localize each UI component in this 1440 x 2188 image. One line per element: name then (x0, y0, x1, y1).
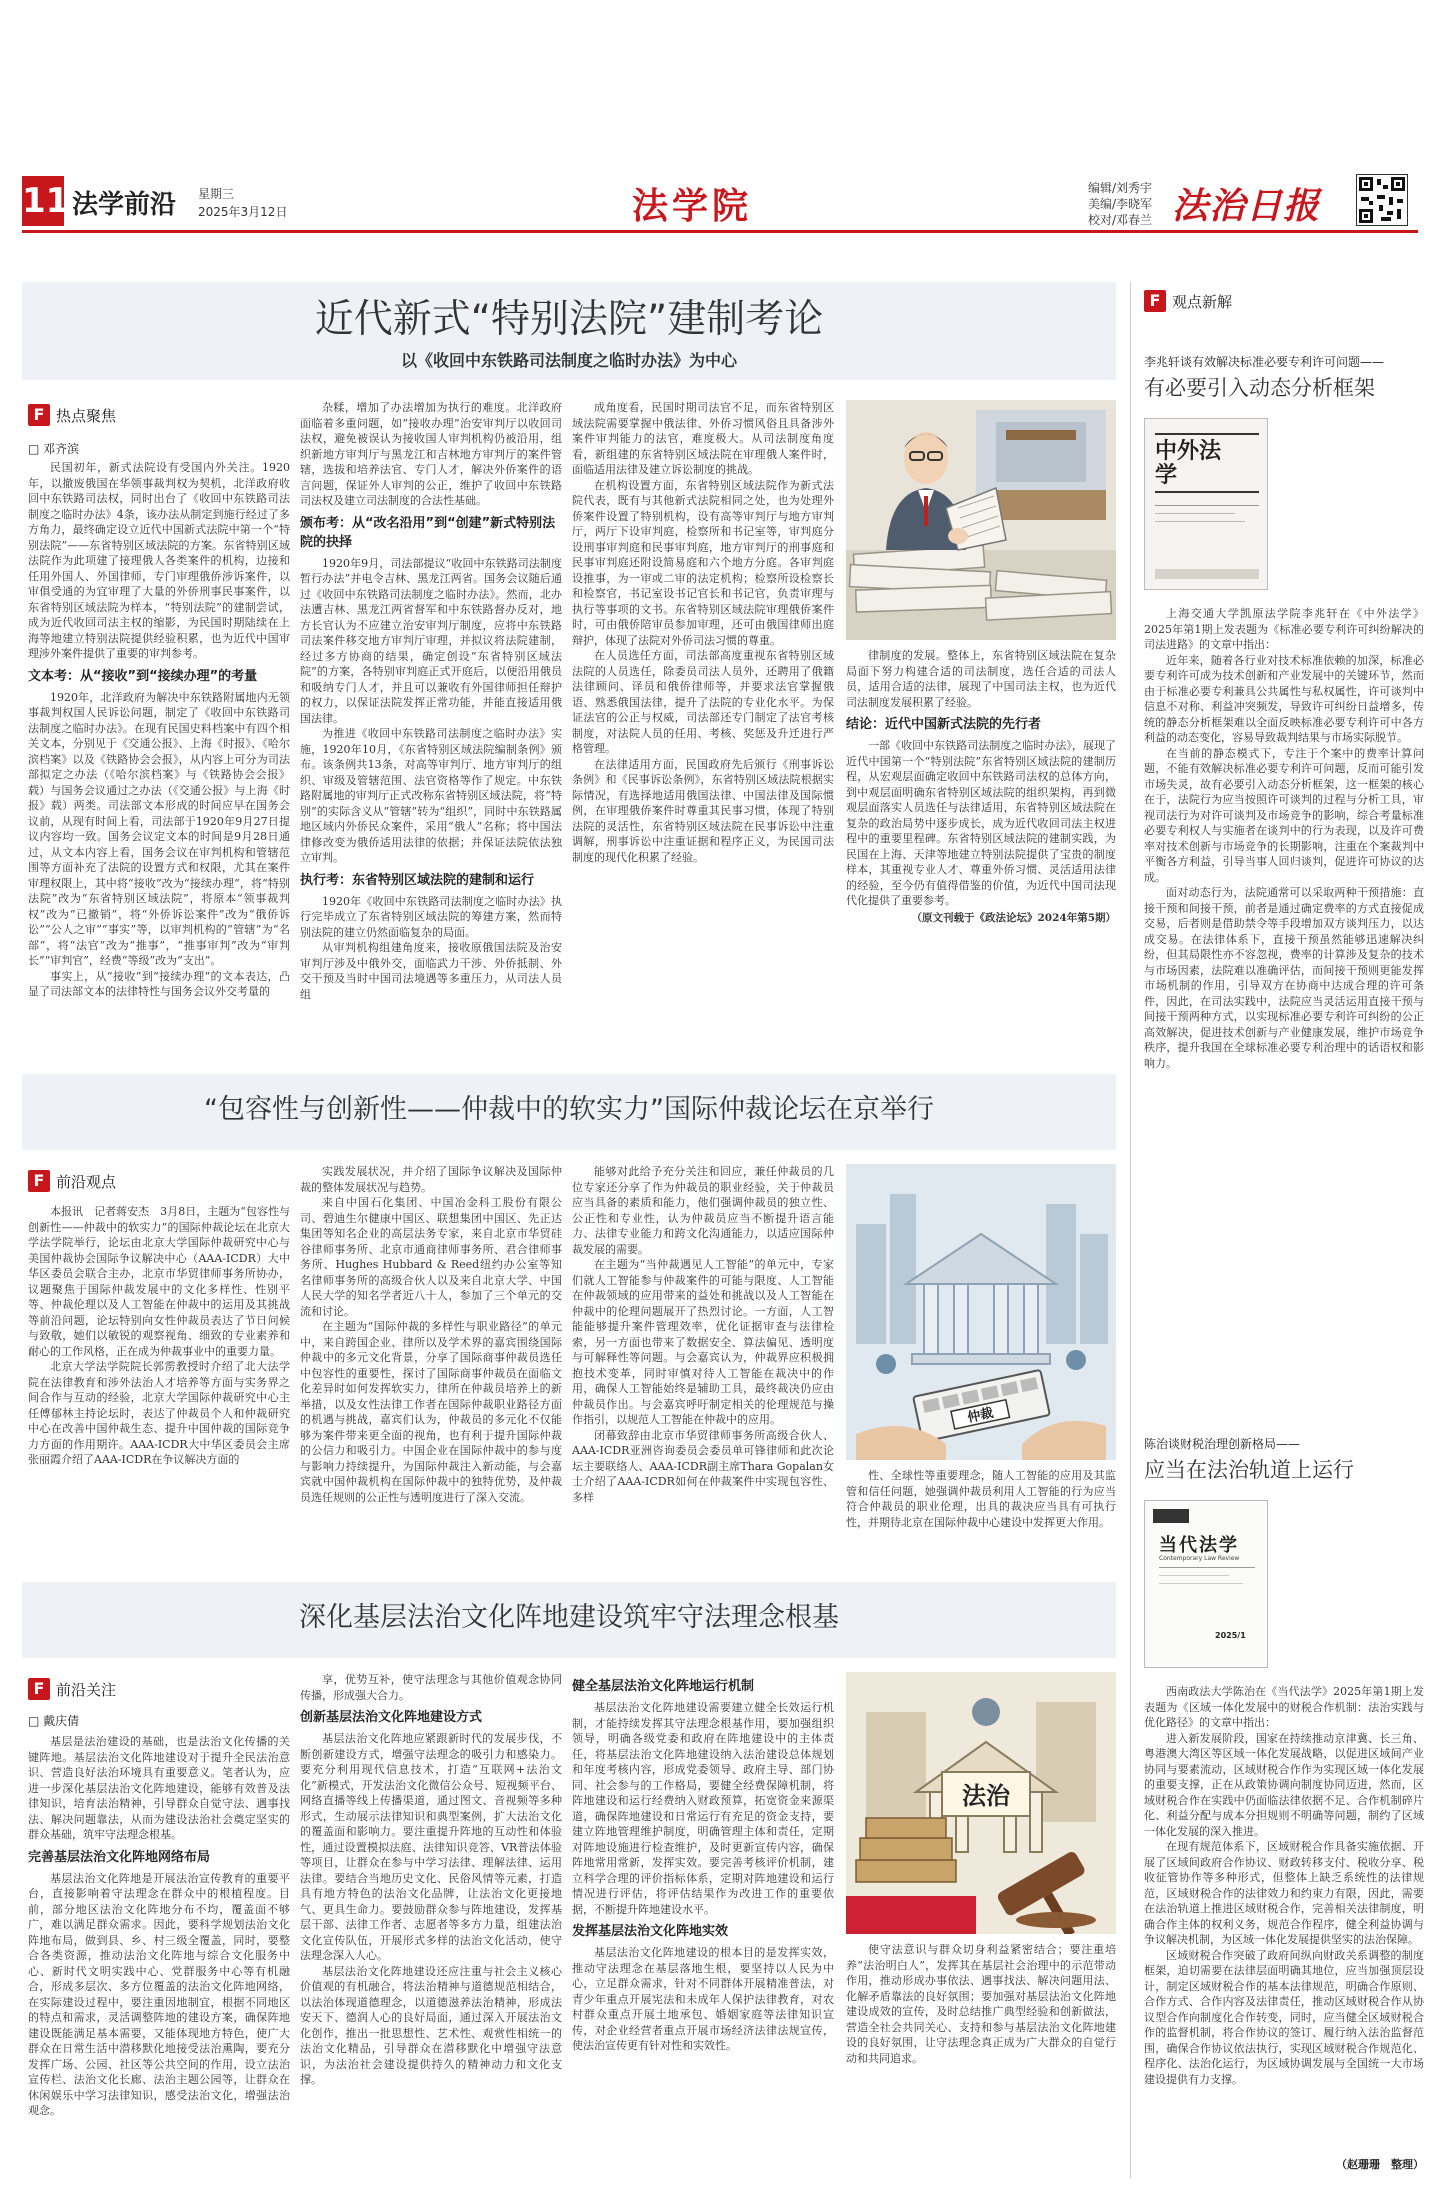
editor-credits (1088, 180, 1178, 228)
article3-col3 (572, 1672, 834, 2178)
article2-column-badge (28, 1170, 116, 1192)
sidebar-signoff: （赵珊珊 整理） (1336, 2158, 1424, 2171)
article1-col1 (28, 460, 290, 1060)
column-f-icon: F (28, 1170, 50, 1192)
column-label: 热点聚焦 (56, 406, 117, 425)
paragraph: 本报讯 记者蒋安杰 3月8日，主题为“包容性与创新性——仲裁中的软实力”的国际仲裁论坛在北京大学法学院举行，论坛由北京大学国际仲裁研究中心与美国仲裁协会国际争议解决中心（AAA-ICDR）大中华区委员会联合主办，北京市华贸律师事务所协办，议题聚焦于国际仲裁发展中的文化多样性、性别平等、仲裁伦理以及人工智能在仲裁中的运用及其挑战等前沿问题，论坛特别向女性仲裁员表达了节日问候与致敬，她们以敏锐的观察视角、细致的专业素养和耐心的工作风格，正在成为仲裁事业中的重要力量。 (28, 1205, 290, 1358)
sidebar-item1-kicker: 李兆轩谈有效解决标准必要专利许可问题—— (1144, 355, 1385, 369)
paragraph: 成角度看，民国时期司法官不足，而东省特别区域法院需要掌握中俄法律、外侨习惯风俗且具备涉外案件审判能力的法官，难度极大。从司法制度角度看，新组建的东省特别区域法院在审理俄人案件时，面临适用法律及建立诉讼制度的挑战。 (572, 401, 834, 476)
paragraph: 在现有规范体系下，区域财税合作具备实施依据、开展了区域间政府合作协议、财政转移支付、税收分享、税收征管协作等多种形式，但整体上缺乏系统性的法律规范，区域财税合作的法律效力和约束力有限，因此，需要在法治轨道上推进区域财税合作，完善相关法律制度，明确合作主体的权利义务，规范合作程序，健全利益协调与争议解决机制，为区域一体化发展提供坚实的法治保障。 (1144, 1840, 1424, 1946)
article3-col4 (846, 1942, 1116, 2178)
paragraph: 基层法治文化阵地是开展法治宣传教育的重要平台，直接影响着守法理念在群众中的根植程度。目前，部分地区法治文化阵地分布不均，覆盖面不够广，难以满足群众需求。因此，要科学规划法治文化阵地布局，做到县、乡、村三级全覆盖，同时，要整合各类资源，推动法治文化阵地与综合文化服务中心、新时代文明实践中心、党群服务中心等有机融合，形成多层次、多方位覆盖的法治文化阵地网络，在实际建设过程中，要注重因地制宜，根据不同地区的特点和需求，灵活调整阵地的建设方案，确保阵地建设既能满足基本需要，又能体现地方特色，使广大群众在日常生活中潜移默化地接受法治熏陶，要充分发挥广场、公园、社区等公共空间的作用，设立法治宣传栏、法治文化长廊、法治主题公园等，让群众在休闲娱乐中学习法律知识，感受法治文化，增强法治观念。 (28, 1871, 290, 2117)
paragraph: 进入新发展阶段，国家在持续推动京津冀、长三角、粤港澳大湾区等区域一体化发展战略，以促进区域间产业协同与要素流动，区域财税合作作为实现区域一体化发展的重要支撑，正在从政策协调向制度协同迈进，然而，区域财税合作在实践中仍面临法律依据不足、合作机制碎片化、利益分配与成本分担规则不明确等问题，制约了区域一体化发展的深入推进。 (1144, 1731, 1424, 1838)
paragraph: 在主题为“国际仲裁的多样性与职业路径”的单元中，来自跨国企业、律所以及学术界的嘉宾围绕国际仲裁中的多元文化背景，分享了国际商事仲裁员选任中包容性的重要性，探讨了国际商事仲裁员在面临文化差异时如何发挥软实力，律所在仲裁员培养上的新举措，以及女性法律工作者在国际仲裁职业路径方面的机遇与挑战，嘉宾们认为，仲裁员的多元化不仅能够为案件带来更全面的视角，也有利于提升国际仲裁的公信力和吸引力。中国企业在国际仲裁中的参与度与影响力持续提升，为国际仲裁注入新动能，与会嘉宾就中国仲裁机构在国际仲裁中的独特优势，及仲裁员选任规则的公正性与透明度进行了深入交流。 (300, 1320, 562, 1504)
man-reading-illustration (846, 400, 1116, 640)
paragraph: 实践发展状况，并介绍了国际争议解决及国际仲裁的整体发展状况与趋势。 (300, 1165, 562, 1194)
column-label: 前沿关注 (56, 1680, 117, 1699)
page-number: 11 (22, 176, 64, 226)
proofreader: 校对/邓春兰 (1088, 213, 1153, 227)
page-name: 法学院 (632, 186, 753, 227)
article1-col2 (300, 400, 562, 1060)
designer: 美编/李晓军 (1088, 197, 1153, 211)
paragraph: 1920年，北洋政府为解决中东铁路附属地内无领事裁判权国人民诉讼问题，制定了《收回中东铁路司法制度之临时办法》。在现有民国史料档案中有四个相关文本，分别见于《交通公报》、上海《时报》、《哈尔滨档案》以及《铁路协会会报》，从内容上可分为司法部拟定之办法（《哈尔滨档案》与《铁路协会会报》载）与国务会议通过之办法（《交通公报》与上海《时报》载）两类。司法部文本形成的时间应早在国务会议前，从现有时间上看，司法部于1920年9月27日提议内容均一致。国务会议定文本的时间是9月28日通过，从文本内容上看，国务会议在审判机构和管辖范围等方面补充了法院的设置方式和权限，尤其在案件审理权限上，其中将“接收”改为“接续办理”，将“特别法院”改为“东省特别区域法院”，将原本“领事裁判权”改为“已撤销”，将“外侨诉讼案件”改为“俄侨诉讼”“公人之审”“事实”等，以审判机构的“管辖”为“名部”，将“法官”改为“推事”，“推事审判”改为“审判长”“审判官”，经费“等级”改为“支出”。 (28, 690, 290, 967)
paragraph: 西南政法大学陈治在《当代法学》2025年第1期上发表题为《区域一体化发展中的财税合作机制：法治实践与优化路径》的文章中指出： (1144, 1685, 1424, 1729)
article2-col1 (28, 1204, 290, 1568)
article3-author: □ 戴庆倩 (28, 1714, 80, 1728)
sidebar-item2-title: 应当在法治轨道上运行 (1144, 1458, 1354, 1482)
paragraph: 基层法治文化阵地建设还应注重与社会主义核心价值观的有机融合，将法治精神与道德规范相结合，以法治体现道德理念，以道德滋养法治精神，形成法安天下、德润人心的良好局面，通过深入开展法治文化创作，推出一批思想性、艺术性、观赏性相统一的法治文化精品，引导群众在潜移默化中增强守法意识，为法治社会建设提供持久的精神动力和文化支撑。 (300, 1964, 562, 2086)
paragraph: 享，优势互补，使守法理念与其他价值观念协同传播，形成强大合力。 (300, 1673, 562, 1702)
arbitration-illustration (846, 1164, 1116, 1460)
paragraph: 杂糅，增加了办法增加为执行的难度。北洋政府面临着多重问题，如“接收办理”治安审判厅以收回司法权，避免被误认为接收国人审判机构仍被沿用，组织新地方审判厅与黑龙江和吉林地方审判厅的案件管辖，选拔和培养法官、专门人才，解决外侨案件的语言问题，保证外人审判的公正，维护了收回中东铁路司法权及建立司法制度的合法性基础。 (300, 401, 562, 507)
editor: 编辑/刘秀宇 (1088, 181, 1153, 195)
column-f-icon: F (28, 1678, 50, 1700)
paragraph: 在主题为“当仲裁遇见人工智能”的单元中，专家们就人工智能参与仲裁案件的可能与限度、人工智能在仲裁领域的应用带来的益处和挑战以及人工智能在仲裁中的伦理问题展开了热烈讨论。一方面，人工智能能够提升案件管理效率，优化证据审查与法律检索，另一方面也带来了数据安全、算法偏见、透明度与可解释性等问题。与会嘉宾认为，仲裁界应积极拥抱技术变革，同时审慎对待人工智能在裁决中的作用，确保人工智能始终是辅助工具，最终裁决仍应由仲裁员作出。与会嘉宾呼吁制定相关的伦理规范与操作指引，以规范人工智能在仲裁中的应用。 (572, 1258, 834, 1426)
rule-of-law-illustration (846, 1672, 1116, 1934)
paragraph: 1920年9月，司法部提议“收回中东铁路司法制度暂行办法”并电令吉林、黑龙江两省。国务会议随后通过《收回中东铁路司法制度之临时办法》。然而，北办法遭吉林、黑龙江两省督军和中东铁路督办反对，地方长官认为不应建立治安审判厅制度，应将中东铁路司法案件移交地方审判厅审理，并拟议将法院建制，经过多方协商的结果，确定创设“东省特别区域法院”的方案，各特别审判庭正式开庭后，以便沿用俄员和吸纳专门人才，并且可以兼收有外国律师担任辩护的权力，以保证法院发挥正常功能，并能直接适用俄国法律。 (300, 556, 562, 725)
column-label: 观点新解 (1172, 292, 1233, 311)
journal-cover-2-en: Contemporary Law Review (1159, 1555, 1240, 1562)
paragraph: 基层法治文化阵地建设需要建立健全长效运行机制，才能持续发挥其守法理念根基作用，要加强组织领导，明确各级党委和政府在阵地建设中的主体责任，将基层法治文化阵地建设纳入法治建设总体规划和年度考核内容，形成党委领导、政府主导、部门协同、社会参与的工作格局，要健全经费保障机制，将阵地建设和运行经费纳入财政预算，拓宽资金来源渠道，确保阵地建设和日常运行有充足的资金支持，要建立阵地管理维护制度，明确管理主体和责任，定期对阵地设施进行检查维护，及时更新宣传内容，确保阵地常用常新，发挥实效。要完善考核评价机制，建立科学合理的评价指标体系，定期对阵地建设和运行情况进行评估，将评估结果作为改进工作的重要依据，不断提升阵地建设水平。 (572, 1701, 834, 1916)
subheading: 创新基层法治文化阵地建设方式 (300, 1710, 483, 1725)
paragraph: 在人员选任方面，司法部高度重视东省特别区域法院的人员选任，除委员司法人员外，还聘用了俄籍法律顾问、译员和俄侨律师等，并要求法官掌握俄语、熟悉俄国法律，提升了法院的专业化水平。为保证法官的公正与权威，司法部还专门制定了法官考核制度，对法院人员的任用、考核、奖惩及升迁进行严格管理。 (572, 649, 834, 755)
sidebar-item1-body (1144, 606, 1424, 1422)
subheading: 颁布考：从“改名沿用”到“创建”新式特别法院的抉择 (300, 515, 556, 550)
arbitration-key-label: 仲裁 (966, 1405, 995, 1426)
journal-cover-2-title: 当代法学 (1159, 1535, 1239, 1556)
column-label: 前沿观点 (56, 1172, 117, 1191)
journal-cover-1 (1144, 418, 1268, 590)
paragraph: 近年来，随着各行业对技术标准依赖的加深，标准必要专利许可成为技术创新和产业发展中的关键环节，然而由于标准必要专利兼具公共属性与私权属性，许可谈判中信息不对称、利益冲突频发，导致许可纠纷日益增多，传统的静态分析框架难以全面反映标准必要专利许可中各方利益的动态变化，容易导致裁判结果与市场实际脱节。 (1144, 653, 1424, 744)
article3-illustration (846, 1672, 1116, 1934)
article3-col2 (300, 1672, 562, 2178)
paragraph: 律制度的发展。整体上，东省特别区域法院在复杂局面下努力构建合适的司法制度，选任合适的司法人员，适用合适的法律，展现了中国司法主权，也为近代司法制度发展积累了经验。 (846, 649, 1116, 709)
paragraph: 基层是法治建设的基础，也是法治文化传播的关键阵地。基层法治文化阵地建设对于提升全民法治意识、营造良好法治环境具有重要意义。笔者认为，应进一步深化基层法治文化阵地建设，能够有效普及法律知识，培育法治精神，引导群众自觉守法、遇事找法、解决问题靠法，从而为建设法治社会奠定坚实的群众基础，筑牢守法理念根基。 (28, 1735, 290, 1841)
law-sign-label: 法治 (962, 1782, 1010, 1810)
article1-col3 (572, 400, 834, 1060)
article1-illustration (846, 400, 1116, 640)
column-f-icon: F (1144, 290, 1166, 312)
paragraph: 在法律适用方面，民国政府先后颁行《刑事诉讼条例》和《民事诉讼条例》，东省特别区域法院根据实际情况，有选择地适用俄国法律、中国法律及国际惯例，在审理俄侨案件时尊重其民事习惯，体现了特别法院的灵活性，东省特别区域法院在民事诉讼中注重调解，刑事诉讼中注重证据和程序正义，为民国司法制度的现代化积累了经验。 (572, 757, 834, 864)
paragraph: 使守法意识与群众切身利益紧密结合；要注重培养“法治明白人”，发挥其在基层社会治理中的示范带动作用，推动形成办事依法、遇事找法、解决问题用法、化解矛盾靠法的良好氛围；要加强对基层法治文化阵地建设成效的宣传，及时总结推广典型经验和创新做法，营造全社会共同关心、支持和参与基层法治文化阵地建设的良好氛围，让守法理念真正成为广大群众的自觉行动和共同追求。 (846, 1943, 1116, 2065)
qr-code-icon (1356, 174, 1408, 226)
header-rule (22, 230, 1418, 233)
paragraph: 在机构设置方面，东省特别区域法院作为新式法院代表，既有与其他新式法院相同之处，也为处理外侨案件设置了特别机构，设有高等审判厅与地方审判厅，两厅下设审判庭，检察所和书记室等，审判庭分设刑事审判庭和民事审判庭，地方审判厅的刑事庭和民事审判庭还附设简易庭和六个地方分庭。各审判庭设推事，为一审或二审的法定机构；检察所设检察长和检察官，书记室设书记官长和书记官，负责审理与执行等事项的文书。东省特别区域法院审理俄侨案件时，可由俄侨陪审员参加审理，还可由俄国律师出庭辩护，体现了法院对外侨司法习惯的尊重。 (572, 478, 834, 647)
article2-col4 (846, 1468, 1116, 1568)
article2-title: “包容性与创新性——仲裁中的软实力”国际仲裁论坛在京举行 (204, 1094, 934, 1125)
journal-cover-2-issue: 2025/1 (1215, 1631, 1246, 1640)
paragraph: 1920年《收回中东铁路司法制度之临时办法》执行完毕成立了东省特别区域法院的筹建方案，然而特别法院的建立仍然面临复杂的局面。 (300, 894, 562, 939)
paragraph: 上海交通大学凯原法学院李兆轩在《中外法学》2025年第1期上发表题为《标准必要专利许可纠纷解决的司法进路》的文章中指出： (1144, 607, 1424, 651)
paragraph: 基层法治文化阵地应紧跟新时代的发展步伐，不断创新建设方式，增强守法理念的吸引力和感染力。要充分利用现代信息技术，打造“互联网+法治文化”新模式，开发法治文化微信公众号、短视频平台、网络直播等线上传播渠道，通过图文、音视频等多种形式，生动展示法律知识和典型案例，扩大法治文化的覆盖面和影响力。要注重提升阵地的互动性和体验性，通过设置模拟法庭、法律知识竞答、VR普法体验等项目，让群众在参与中学习法律、理解法律、运用法律。要结合当地历史文化、民俗风情等元素，打造具有地方特色的法治文化品牌，让法治文化更接地气、更具生命力。要鼓励群众参与阵地建设，发挥基层干部、法律工作者、志愿者等多方力量，组建法治文化宣传队伍，开展形式多样的法治文化活动，使守法理念深入人心。 (300, 1732, 562, 1962)
issue-weekday: 星期三 (198, 187, 235, 201)
article1-title: 近代新式“特别法院”建制考论 (314, 297, 824, 342)
paragraph: 事实上，从“接收”到“接续办理”的文本表达，凸显了司法部文本的法律特性与国务会议外交考量的 (28, 969, 290, 998)
sidebar-divider (1130, 282, 1131, 2178)
paragraph: 来自中国石化集团、中国冶金科工股份有限公司、碧迪生尔健康中国区、联想集团中国区、先正达集团等知名企业的高层法务专家，来自北京市华贸硅谷律师事务所、北京市通商律师事务所、君合律师事务所、Hughes Hubbard & Reed纽约办公室等知名律师事务所的高级合伙人以及来自北京大学、中国人民大学的知名学者近八十人，参加了三个单元的交流和讨论。 (300, 1196, 562, 1318)
article2-col2 (300, 1164, 562, 1568)
article1-author: □ 邓齐滨 (28, 442, 80, 456)
subheading: 文本考：从“接收”到“接续办理”的考量 (28, 668, 258, 684)
subheading: 结论：近代中国新式法院的先行者 (846, 717, 1042, 732)
subheading: 发挥基层法治文化阵地实效 (572, 1924, 729, 1939)
paragraph: 从审判机构组建角度来，接收原俄国法院及治安审判厅涉及中俄外交，面临武力干涉、外侨抵制、外交干预及当时中国司法境遇等多重压力，从司法人员组 (300, 941, 562, 1001)
paragraph: 一部《收回中东铁路司法制度之临时办法》，展现了近代中国第一个“特别法院”东省特别区域法院的建制历程，从宏观层面确定收回中东铁路司法权的总体方向，到中观层面明确东省特别区域法院的组织架构，再到微观层面落实人员选任与法律适用，东省特别区域法院在复杂的政治局势中逐步成长，成为近代收回司法主权进程中的重要里程碑。东省特别区域法院的建制实践，为民国在上海、天津等地建立特别法院提供了宝贵的制度样本，其重视专业人才、尊重外侨习惯、灵活适用法律的经验，至今仍有值得借鉴的价值，为近代中国司法现代化提供了重要参考。 (846, 739, 1116, 907)
article3-title: 深化基层法治文化阵地建设筑牢守法理念根基 (299, 1602, 839, 1633)
subheading: 执行考：东省特别区域法院的建制和运行 (300, 872, 535, 888)
sidebar-item2-kicker: 陈治谈财税治理创新格局—— (1144, 1437, 1301, 1451)
subheading: 健全基层法治文化阵地运行机制 (572, 1679, 755, 1694)
paragraph: 区域财税合作突破了政府间纵向财政关系调整的制度框架，迫切需要在法律层面明确其地位，应当加强顶层设计，制定区域财税合作的基本法律规范，明确合作原则、合作方式、合作内容及法律责任，推动区域财税合作从协议型合作向制度化合作转变，同时，应当健全区域财税合作的监督机制，将合作协议的签订、履行纳入法治监督范围，确保合作协议依法执行，实现区域财税合作规范化、程序化、法治化运行，为区域协调发展与全国统一大市场建设提供有力支撑。 (1144, 1948, 1424, 2086)
paragraph: 在当前的静态模式下，专注于个案中的费率计算问题，不能有效解决标准必要专利许可问题，反而可能引发市场失灵，故有必要引入动态分析框架，这一框架的核心在于，法院行为应当按照许可谈判的过程与分析工具，审视司法行为对许可谈判及市场竞争的影响，综合考量标准必要专利权人与实施者在谈判中的行为表现，以及许可费率对技术创新与市场竞争的长期影响，注重在个案裁判中平衡各方利益，引导当事人回归谈判，促进许可协议的达成。 (1144, 746, 1424, 884)
journal-cover-1-title: 中外法学 (1155, 438, 1222, 488)
journal-cover-2 (1144, 1500, 1268, 1668)
paragraph: 民国初年，新式法院设有受国内外关注。1920年，以撤废俄国在华领事裁判权为契机，北洋政府收回中东铁路司法权，同时出台了《收回中东铁路司法制度之临时办法》4条，该办法从制定到施行经过了多方角力，最终确定设立近代中国新式法院中第一个“特别法院”——东省特别区域法院的方案。东省特别区域法院作为此项建了接理俄人各类案件的机构，边接和任用外国人、外国律师，专门审理俄侨涉诉案件，以审俱受通的为宜审理了大量的外侨刑事民事案件，以东省特别区域法院为样本，“特别法院”的建制尝试，成为近代收回司法主权的缩影，为民国时期陆续在上海等地建立特别法院提供经验积累，也为近代中国审理涉外案件提供了重要的审判参考。 (28, 461, 290, 660)
newspaper-logo: 法治日报 (1172, 185, 1321, 227)
paragraph: 面对动态行为，法院通常可以采取两种干预措施：直接干预和间接干预，前者是通过确定费率的方式直接促成交易，后者则是借助禁令等手段增加双方谈判压力，以达成交易。在法律体系下，直接干预虽然能够迅速解决纠纷，但其局限性亦不容忽视，费率的计算涉及复杂的技术与市场因素，法院难以准确评估，而间接干预则更能发挥市场机制的作用，引导双方在协商中达成合理的许可条件，因此，在司法实践中，法院应当灵活运用直接干预与间接干预两种方式，以实现标准必要专利许可纠纷的公正高效解决，促进技术创新与产业健康发展，维护市场竞争秩序，提升我国在全球标准必要专利治理中的话语权和影响力。 (1144, 886, 1424, 1070)
article1-column-badge (28, 404, 116, 426)
article1-subtitle: 以《收回中东铁路司法制度之临时办法》为中心 (400, 351, 737, 370)
paragraph: 闭幕致辞由北京市华贸律师事务所高级合伙人、AAA-ICDR亚洲咨询委员会委员单可锋律师和此次论坛主要联络人、AAA-ICDR副主席Thara Gopalan女士介绍了AAA-ICDR如何在仲裁案件中实现包容性、多样 (572, 1428, 834, 1504)
column-f-icon: F (28, 404, 50, 426)
paragraph: 为推进《收回中东铁路司法制度之临时办法》实施，1920年10月，《东省特别区域法院编制条例》颁布。该条例共13条，对高等审判厅、地方审判厅的组织、审级及管辖范围、法官资格等作了规定。中东铁路附属地的审判厅正式改称东省特别区域法院，将“特别”的实际含义从“管辖”转为“组织”，同时中东铁路属地区域内外侨民众案件，采用“俄人”名称；将中国法律修改变为俄侨适用法律的依据；并保证法院依法独立审判。 (300, 727, 562, 864)
paragraph: 基层法治文化阵地建设的根本目的是发挥实效，推动守法理念在基层落地生根，要坚持以人民为中心，立足群众需求，针对不同群体开展精准普法，对青少年重点开展宪法和未成年人保护法律教育，对农村群众重点开展土地承包、婚姻家庭等法律知识宣传，对企业经营者重点开展市场经济法律法规宣传，使法治宣传更有针对性和实效性。 (572, 1946, 834, 2052)
article2-illustration (846, 1164, 1116, 1460)
subheading: 完善基层法治文化阵地网络布局 (28, 1849, 211, 1865)
sidebar-item1-title: 有必要引入动态分析框架 (1144, 376, 1375, 400)
issue-date: 2025年3月12日 (198, 205, 288, 219)
article3-col1 (28, 1734, 290, 2178)
paragraph: 性、全球性等重要理念，随人工智能的应用及其监管和信任问题，她强调仲裁员利用人工智能的行为应当符合仲裁员的职业伦理，出具的裁决应当具有可执行性，并期待北京在国际仲裁中心建设中发挥更大作用。 (846, 1469, 1116, 1529)
paragraph: 北京大学法学院院长郭雳教授时介绍了北大法学院在法律教育和涉外法治人才培养等方面与实务界之间合作与互动的经验，北京大学国际仲裁研究中心主任傅郁林主持论坛时，表达了仲裁员个人和仲裁研究中心在改善中国仲裁生态、提升中国仲裁的国际竞争力方面的作用期许。AAA-ICDR大中华区委员会主席张丽霞介绍了AAA-ICDR在争议解决方面的 (28, 1360, 290, 1466)
paragraph: 能够对此给予充分关注和回应，兼任仲裁员的几位专家还分享了作为仲裁员的职业经验，关于仲裁员应当具备的素质和能力，他们强调仲裁员的独立性、公正性和专业性，认为仲裁员应当不断提升语言能力、法律专业能力和跨文化沟通能力，以适应国际仲裁发展的需要。 (572, 1165, 834, 1256)
article1-source: （原文刊载于《政法论坛》2024年第5期） (911, 911, 1116, 924)
article2-col3 (572, 1164, 834, 1568)
sidebar-column-badge (1144, 290, 1232, 312)
article1-col4 (846, 648, 1116, 1060)
section-name: 法学前沿 (72, 190, 177, 220)
article3-column-badge (28, 1678, 116, 1700)
sidebar-item2-body (1144, 1684, 1424, 2148)
